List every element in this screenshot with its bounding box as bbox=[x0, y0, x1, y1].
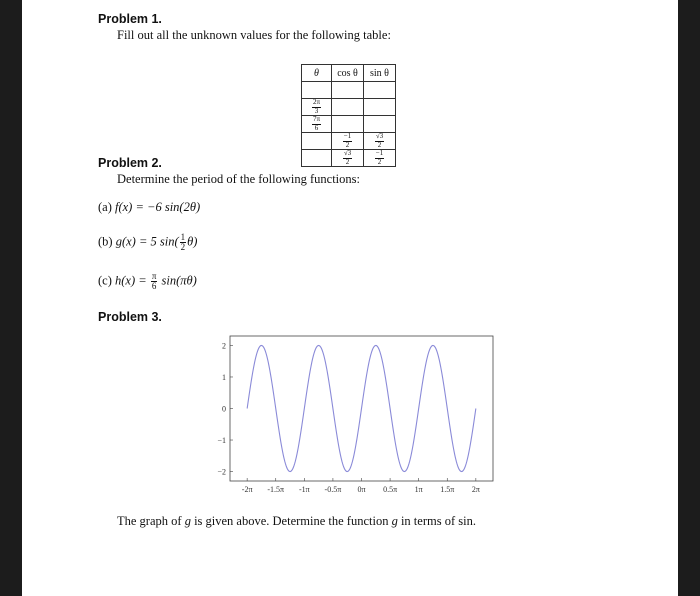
document-page bbox=[22, 0, 678, 596]
problem-2b bbox=[98, 233, 197, 252]
y-tick-label: 0 bbox=[222, 404, 226, 414]
table-cell[interactable] bbox=[364, 82, 396, 99]
theta-fraction: $\frac{7\pi}{6}$ bbox=[312, 115, 321, 132]
table-cell bbox=[364, 150, 396, 167]
sin-fraction: $\frac{-1}{2}$ bbox=[375, 149, 384, 166]
header-cos: cos θ bbox=[332, 65, 364, 82]
x-tick-label: -1π bbox=[298, 485, 310, 494]
equation-lhs: g(x) = 5 sin( bbox=[115, 234, 179, 249]
equation-rhs: sin(πθ) bbox=[158, 273, 197, 288]
x-tick-label: -0.5π bbox=[324, 485, 342, 494]
table-row bbox=[302, 150, 396, 167]
table-cell bbox=[332, 133, 364, 150]
equation-lhs: h(x) = bbox=[115, 273, 150, 288]
item-label: (b) bbox=[98, 234, 113, 249]
table-cell bbox=[364, 133, 396, 150]
problem-3-heading: Problem 3. bbox=[98, 310, 162, 324]
table-cell[interactable] bbox=[332, 99, 364, 116]
table-cell[interactable] bbox=[364, 99, 396, 116]
x-tick-label: 0π bbox=[357, 485, 366, 494]
sin-fraction: $\frac{√3}{2}$ bbox=[375, 132, 384, 149]
y-tick-label: 1 bbox=[222, 372, 226, 382]
problem-2c bbox=[98, 272, 197, 291]
equation-rhs: θ) bbox=[187, 234, 198, 249]
cos-fraction: $\frac{√3}{2}$ bbox=[343, 149, 352, 166]
equation: f(x) = −6 sin(2θ) bbox=[115, 200, 201, 214]
table-row bbox=[302, 116, 396, 133]
table-cell[interactable] bbox=[302, 82, 332, 99]
table-row bbox=[302, 99, 396, 116]
problem-2-heading: Problem 2. bbox=[98, 156, 162, 170]
y-tick-label: 2 bbox=[222, 341, 226, 351]
y-tick-label: −1 bbox=[217, 436, 226, 446]
problem-1-heading: Problem 1. bbox=[98, 12, 162, 26]
table-cell bbox=[302, 116, 332, 133]
table-cell[interactable] bbox=[302, 133, 332, 150]
header-sin: sin θ bbox=[364, 65, 396, 82]
item-label: (c) bbox=[98, 273, 112, 288]
problem-2a bbox=[98, 200, 200, 215]
sine-graph bbox=[208, 334, 498, 496]
table-cell[interactable] bbox=[332, 116, 364, 133]
x-tick-label: 2π bbox=[471, 485, 480, 494]
item-label: (a) bbox=[98, 200, 112, 214]
x-tick-label: -2π bbox=[241, 485, 253, 494]
problem-1-instruction: Fill out all the unknown values for the following table: bbox=[117, 28, 391, 42]
x-tick-label: 1π bbox=[414, 485, 423, 494]
table-cell[interactable] bbox=[332, 82, 364, 99]
table-cell[interactable] bbox=[364, 116, 396, 133]
table-row bbox=[302, 133, 396, 150]
x-tick-label: -1.5π bbox=[267, 485, 285, 494]
cos-fraction: $\frac{-1}{2}$ bbox=[343, 132, 352, 149]
table-row bbox=[302, 82, 396, 99]
equation-fraction: $\frac{1}{2}$ bbox=[180, 232, 186, 252]
x-tick-label: 1.5π bbox=[440, 485, 455, 494]
table-cell[interactable] bbox=[302, 150, 332, 167]
problem-3-caption: The graph of g is given above. Determine the function g in terms of sin. bbox=[117, 514, 476, 528]
table-cell bbox=[302, 99, 332, 116]
x-tick-label: 0.5π bbox=[383, 485, 398, 494]
problem-2-instruction: Determine the period of the following functions: bbox=[117, 172, 360, 186]
equation-fraction: $\frac{\pi}{6}$ bbox=[151, 271, 157, 291]
theta-fraction: $\frac{2\pi}{3}$ bbox=[312, 98, 321, 115]
header-theta: θ bbox=[302, 65, 332, 82]
trig-table bbox=[301, 64, 396, 167]
table-header-row bbox=[302, 65, 396, 82]
table-cell bbox=[332, 150, 364, 167]
y-tick-label: −2 bbox=[217, 467, 226, 477]
